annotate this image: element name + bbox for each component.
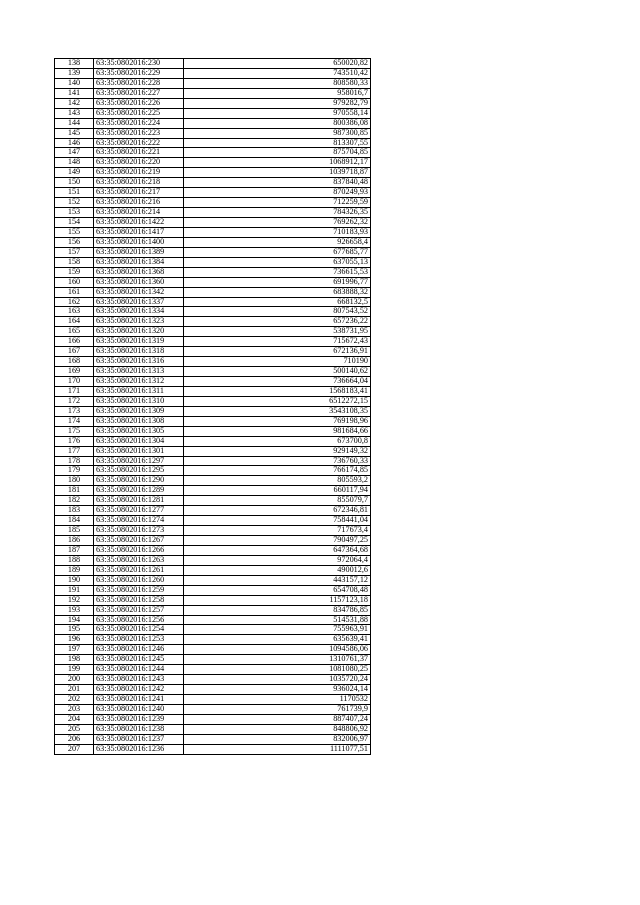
cadastral-value-cell: 981684,66 [184,426,371,436]
row-number-cell: 186 [55,536,94,546]
cadastral-value-cell: 808580,33 [184,78,371,88]
table-row [55,555,371,565]
row-number-cell: 141 [55,88,94,98]
cadastral-value-cell: 926658,4 [184,237,371,247]
cadastral-value-cell: 743510,42 [184,68,371,78]
cadastral-number-cell: 63:35:0802016:216 [94,198,184,208]
row-number-cell: 158 [55,257,94,267]
cadastral-number-cell: 63:35:0802016:220 [94,158,184,168]
cadastral-value-cell: 736615,53 [184,267,371,277]
row-number-cell: 199 [55,665,94,675]
table-row [55,536,371,546]
cadastral-number-cell: 63:35:0802016:1313 [94,367,184,377]
cadastral-value-cell: 672346,81 [184,506,371,516]
row-number-cell: 164 [55,317,94,327]
table-row [55,367,371,377]
table-row [55,118,371,128]
table-row [55,307,371,317]
cadastral-value-cell: 691996,77 [184,277,371,287]
table-row [55,635,371,645]
cadastral-number-cell: 63:35:0802016:229 [94,68,184,78]
cadastral-value-cell: 514531,88 [184,615,371,625]
cadastral-number-cell: 63:35:0802016:1318 [94,347,184,357]
cadastral-number-cell: 63:35:0802016:226 [94,98,184,108]
cadastral-number-cell: 63:35:0802016:221 [94,148,184,158]
row-number-cell: 154 [55,218,94,228]
table-row [55,466,371,476]
cadastral-value-cell: 672136,91 [184,347,371,357]
table-row [55,585,371,595]
cadastral-value-cell: 736664,04 [184,377,371,387]
cadastral-number-cell: 63:35:0802016:1312 [94,377,184,387]
cadastral-number-cell: 63:35:0802016:230 [94,59,184,69]
cadastral-number-cell: 63:35:0802016:1240 [94,704,184,714]
row-number-cell: 206 [55,734,94,744]
cadastral-number-cell: 63:35:0802016:218 [94,178,184,188]
cadastral-value-cell: 1568183,41 [184,386,371,396]
row-number-cell: 144 [55,118,94,128]
row-number-cell: 184 [55,516,94,526]
table-row [55,605,371,615]
cadastral-number-cell: 63:35:0802016:1256 [94,615,184,625]
cadastral-value-cell: 766174,85 [184,466,371,476]
table-row [55,257,371,267]
table-row [55,277,371,287]
cadastral-number-cell: 63:35:0802016:1244 [94,665,184,675]
table-row [55,317,371,327]
row-number-cell: 185 [55,526,94,536]
table-row [55,267,371,277]
table-row [55,59,371,69]
cadastral-value-cell: 710190 [184,357,371,367]
table-row [55,237,371,247]
cadastral-number-cell: 63:35:0802016:223 [94,128,184,138]
cadastral-value-cell: 929149,32 [184,446,371,456]
row-number-cell: 188 [55,555,94,565]
row-number-cell: 168 [55,357,94,367]
row-number-cell: 174 [55,416,94,426]
table-row [55,178,371,188]
row-number-cell: 156 [55,237,94,247]
table-row [55,714,371,724]
cadastral-value-cell: 870249,93 [184,188,371,198]
cadastral-number-cell: 63:35:0802016:1316 [94,357,184,367]
cadastral-number-cell: 63:35:0802016:1241 [94,695,184,705]
cadastral-value-cell: 736760,33 [184,456,371,466]
row-number-cell: 175 [55,426,94,436]
cadastral-number-cell: 63:35:0802016:1368 [94,267,184,277]
cadastral-number-cell: 63:35:0802016:219 [94,168,184,178]
row-number-cell: 139 [55,68,94,78]
row-number-cell: 166 [55,337,94,347]
cadastral-number-cell: 63:35:0802016:1289 [94,486,184,496]
row-number-cell: 140 [55,78,94,88]
table-row [55,744,371,754]
table-row [55,615,371,625]
cadastral-number-cell: 63:35:0802016:1295 [94,466,184,476]
cadastral-number-cell: 63:35:0802016:228 [94,78,184,88]
cadastral-number-cell: 63:35:0802016:1290 [94,476,184,486]
row-number-cell: 207 [55,744,94,754]
row-number-cell: 145 [55,128,94,138]
cadastral-value-cell: 784326,35 [184,208,371,218]
cadastral-value-cell: 855079,7 [184,496,371,506]
cadastral-value-cell: 987300,85 [184,128,371,138]
row-number-cell: 138 [55,59,94,69]
row-number-cell: 201 [55,685,94,695]
row-number-cell: 183 [55,506,94,516]
cadastral-number-cell: 63:35:0802016:1422 [94,218,184,228]
cadastral-value-cell: 650020,82 [184,59,371,69]
cadastral-number-cell: 63:35:0802016:1417 [94,227,184,237]
cadastral-number-cell: 63:35:0802016:1254 [94,625,184,635]
cadastral-number-cell: 63:35:0802016:1267 [94,536,184,546]
cadastral-value-cell: 813307,55 [184,138,371,148]
cadastral-value-cell: 979282,79 [184,98,371,108]
table-row [55,377,371,387]
row-number-cell: 200 [55,675,94,685]
table-row [55,168,371,178]
row-number-cell: 162 [55,297,94,307]
row-number-cell: 146 [55,138,94,148]
table-row [55,406,371,416]
cadastral-value-cell: 538731,95 [184,327,371,337]
cadastral-value-cell: 1157123,18 [184,595,371,605]
cadastral-value-cell: 755963,91 [184,625,371,635]
cadastral-number-cell: 63:35:0802016:222 [94,138,184,148]
cadastral-number-cell: 63:35:0802016:1257 [94,605,184,615]
table-row [55,138,371,148]
cadastral-value-cell: 500140,62 [184,367,371,377]
row-number-cell: 179 [55,466,94,476]
cadastral-number-cell: 63:35:0802016:1260 [94,575,184,585]
row-number-cell: 163 [55,307,94,317]
cadastral-value-cell: 1170532 [184,695,371,705]
cadastral-number-cell: 63:35:0802016:1342 [94,287,184,297]
table-row [55,108,371,118]
cadastral-number-cell: 63:35:0802016:1236 [94,744,184,754]
cadastral-number-cell: 63:35:0802016:1259 [94,585,184,595]
cadastral-value-cell: 832006,97 [184,734,371,744]
table-row [55,625,371,635]
table-row [55,655,371,665]
cadastral-number-cell: 63:35:0802016:1311 [94,386,184,396]
cadastral-value-cell: 1035720,24 [184,675,371,685]
table-row [55,416,371,426]
cadastral-value-cell: 805593,2 [184,476,371,486]
cadastral-number-cell: 63:35:0802016:214 [94,208,184,218]
row-number-cell: 203 [55,704,94,714]
cadastral-number-cell: 63:35:0802016:1266 [94,545,184,555]
table-row [55,386,371,396]
cadastral-number-cell: 63:35:0802016:1360 [94,277,184,287]
cadastral-value-cell: 717673,4 [184,526,371,536]
table-row [55,426,371,436]
cadastral-value-cell: 443157,12 [184,575,371,585]
row-number-cell: 197 [55,645,94,655]
table-body [55,59,371,755]
table-row [55,327,371,337]
cadastral-number-cell: 63:35:0802016:1304 [94,436,184,446]
cadastral-number-cell: 63:35:0802016:1239 [94,714,184,724]
cadastral-value-cell: 1068912,17 [184,158,371,168]
row-number-cell: 157 [55,247,94,257]
table-row [55,396,371,406]
table-row [55,516,371,526]
table-row [55,208,371,218]
row-number-cell: 187 [55,545,94,555]
cadastral-value-cell: 660117,94 [184,486,371,496]
cadastral-value-cell: 668132,5 [184,297,371,307]
cadastral-number-cell: 63:35:0802016:225 [94,108,184,118]
cadastral-number-cell: 63:35:0802016:1245 [94,655,184,665]
cadastral-value-cell: 758441,04 [184,516,371,526]
row-number-cell: 153 [55,208,94,218]
cadastral-value-cell: 657236,22 [184,317,371,327]
row-number-cell: 151 [55,188,94,198]
table-row [55,575,371,585]
row-number-cell: 159 [55,267,94,277]
row-number-cell: 194 [55,615,94,625]
cadastral-number-cell: 63:35:0802016:1309 [94,406,184,416]
cadastral-value-cell: 1111077,51 [184,744,371,754]
row-number-cell: 196 [55,635,94,645]
cadastral-value-cell: 1081080,25 [184,665,371,675]
row-number-cell: 193 [55,605,94,615]
row-number-cell: 182 [55,496,94,506]
table-row [55,436,371,446]
table-row [55,675,371,685]
cadastral-value-cell: 490012,6 [184,565,371,575]
table-row [55,565,371,575]
cadastral-number-cell: 63:35:0802016:1273 [94,526,184,536]
cadastral-number-cell: 63:35:0802016:217 [94,188,184,198]
cadastral-value-cell: 761739,9 [184,704,371,714]
cadastral-value-cell: 958016,7 [184,88,371,98]
row-number-cell: 169 [55,367,94,377]
cadastral-value-cell: 1310761,37 [184,655,371,665]
table-row [55,357,371,367]
cadastral-value-cell: 654708,48 [184,585,371,595]
cadastral-number-cell: 63:35:0802016:1389 [94,247,184,257]
cadastral-value-cell: 834786,85 [184,605,371,615]
table-row [55,128,371,138]
table-row [55,158,371,168]
row-number-cell: 150 [55,178,94,188]
table-row [55,486,371,496]
cadastral-number-cell: 63:35:0802016:1274 [94,516,184,526]
cadastral-number-cell: 63:35:0802016:1319 [94,337,184,347]
row-number-cell: 167 [55,347,94,357]
cadastral-value-cell: 715672,43 [184,337,371,347]
cadastral-value-cell: 800386,08 [184,118,371,128]
cadastral-number-cell: 63:35:0802016:1310 [94,396,184,406]
row-number-cell: 170 [55,377,94,387]
cadastral-number-cell: 63:35:0802016:227 [94,88,184,98]
cadastral-value-cell: 875704,85 [184,148,371,158]
cadastral-number-cell: 63:35:0802016:1337 [94,297,184,307]
cadastral-value-cell: 637055,13 [184,257,371,267]
cadastral-number-cell: 63:35:0802016:1384 [94,257,184,267]
row-number-cell: 171 [55,386,94,396]
row-number-cell: 190 [55,575,94,585]
cadastral-number-cell: 63:35:0802016:1263 [94,555,184,565]
row-number-cell: 191 [55,585,94,595]
row-number-cell: 149 [55,168,94,178]
cadastral-number-cell: 63:35:0802016:1246 [94,645,184,655]
cadastral-value-cell: 673700,8 [184,436,371,446]
row-number-cell: 205 [55,724,94,734]
table-row [55,148,371,158]
cadastral-value-cell: 647364,68 [184,545,371,555]
table-row [55,506,371,516]
row-number-cell: 177 [55,446,94,456]
cadastral-number-cell: 63:35:0802016:1400 [94,237,184,247]
cadastral-value-cell: 972064,4 [184,555,371,565]
table-row [55,227,371,237]
row-number-cell: 204 [55,714,94,724]
table-row [55,198,371,208]
row-number-cell: 180 [55,476,94,486]
row-number-cell: 178 [55,456,94,466]
cadastral-number-cell: 63:35:0802016:1243 [94,675,184,685]
row-number-cell: 195 [55,625,94,635]
cadastral-number-cell: 63:35:0802016:1277 [94,506,184,516]
table-row [55,724,371,734]
row-number-cell: 155 [55,227,94,237]
row-number-cell: 189 [55,565,94,575]
row-number-cell: 142 [55,98,94,108]
cadastral-value-cell: 635639,41 [184,635,371,645]
row-number-cell: 148 [55,158,94,168]
cadastral-value-cell: 683888,32 [184,287,371,297]
row-number-cell: 173 [55,406,94,416]
cadastral-value-cell: 848806,92 [184,724,371,734]
cadastral-number-cell: 63:35:0802016:1238 [94,724,184,734]
table-row [55,188,371,198]
table-row [55,476,371,486]
cadastral-number-cell: 63:35:0802016:1281 [94,496,184,506]
cadastral-number-cell: 63:35:0802016:1308 [94,416,184,426]
cadastral-number-cell: 63:35:0802016:1301 [94,446,184,456]
cadastral-value-cell: 790497,25 [184,536,371,546]
cadastral-number-cell: 63:35:0802016:1323 [94,317,184,327]
cadastral-value-cell: 887407,24 [184,714,371,724]
cadastral-value-cell: 936024,14 [184,685,371,695]
table-row [55,218,371,228]
row-number-cell: 161 [55,287,94,297]
table-row [55,695,371,705]
row-number-cell: 181 [55,486,94,496]
row-number-cell: 143 [55,108,94,118]
table-row [55,704,371,714]
cadastral-value-cell: 677685,77 [184,247,371,257]
cadastral-value-cell: 1094586,06 [184,645,371,655]
table-row [55,645,371,655]
row-number-cell: 176 [55,436,94,446]
table-row [55,734,371,744]
cadastral-value-cell: 710183,93 [184,227,371,237]
cadastral-value-cell: 807543,52 [184,307,371,317]
table-row [55,287,371,297]
cadastral-value-cell: 837840,48 [184,178,371,188]
cadastral-value-table [54,58,371,755]
table-row [55,98,371,108]
table-row [55,337,371,347]
cadastral-value-cell: 769262,32 [184,218,371,228]
table-row [55,685,371,695]
table-row [55,496,371,506]
row-number-cell: 172 [55,396,94,406]
table-row [55,247,371,257]
row-number-cell: 198 [55,655,94,665]
cadastral-number-cell: 63:35:0802016:1242 [94,685,184,695]
table-row [55,78,371,88]
cadastral-value-cell: 3543108,35 [184,406,371,416]
row-number-cell: 192 [55,595,94,605]
row-number-cell: 165 [55,327,94,337]
table-row [55,545,371,555]
table-row [55,68,371,78]
row-number-cell: 152 [55,198,94,208]
cadastral-number-cell: 63:35:0802016:1237 [94,734,184,744]
table-row [55,526,371,536]
cadastral-value-cell: 970558,14 [184,108,371,118]
cadastral-number-cell: 63:35:0802016:1261 [94,565,184,575]
cadastral-value-cell: 6512272,15 [184,396,371,406]
row-number-cell: 202 [55,695,94,705]
table-row [55,456,371,466]
cadastral-number-cell: 63:35:0802016:1320 [94,327,184,337]
table-row [55,88,371,98]
table-row [55,347,371,357]
cadastral-number-cell: 63:35:0802016:224 [94,118,184,128]
cadastral-value-cell: 1039718,87 [184,168,371,178]
cadastral-value-cell: 712259,59 [184,198,371,208]
cadastral-number-cell: 63:35:0802016:1334 [94,307,184,317]
table-row [55,595,371,605]
table-row [55,446,371,456]
row-number-cell: 160 [55,277,94,287]
cadastral-number-cell: 63:35:0802016:1305 [94,426,184,436]
row-number-cell: 147 [55,148,94,158]
cadastral-number-cell: 63:35:0802016:1297 [94,456,184,466]
table-row [55,665,371,675]
table-row [55,297,371,307]
cadastral-number-cell: 63:35:0802016:1258 [94,595,184,605]
cadastral-number-cell: 63:35:0802016:1253 [94,635,184,645]
cadastral-value-cell: 769198,96 [184,416,371,426]
